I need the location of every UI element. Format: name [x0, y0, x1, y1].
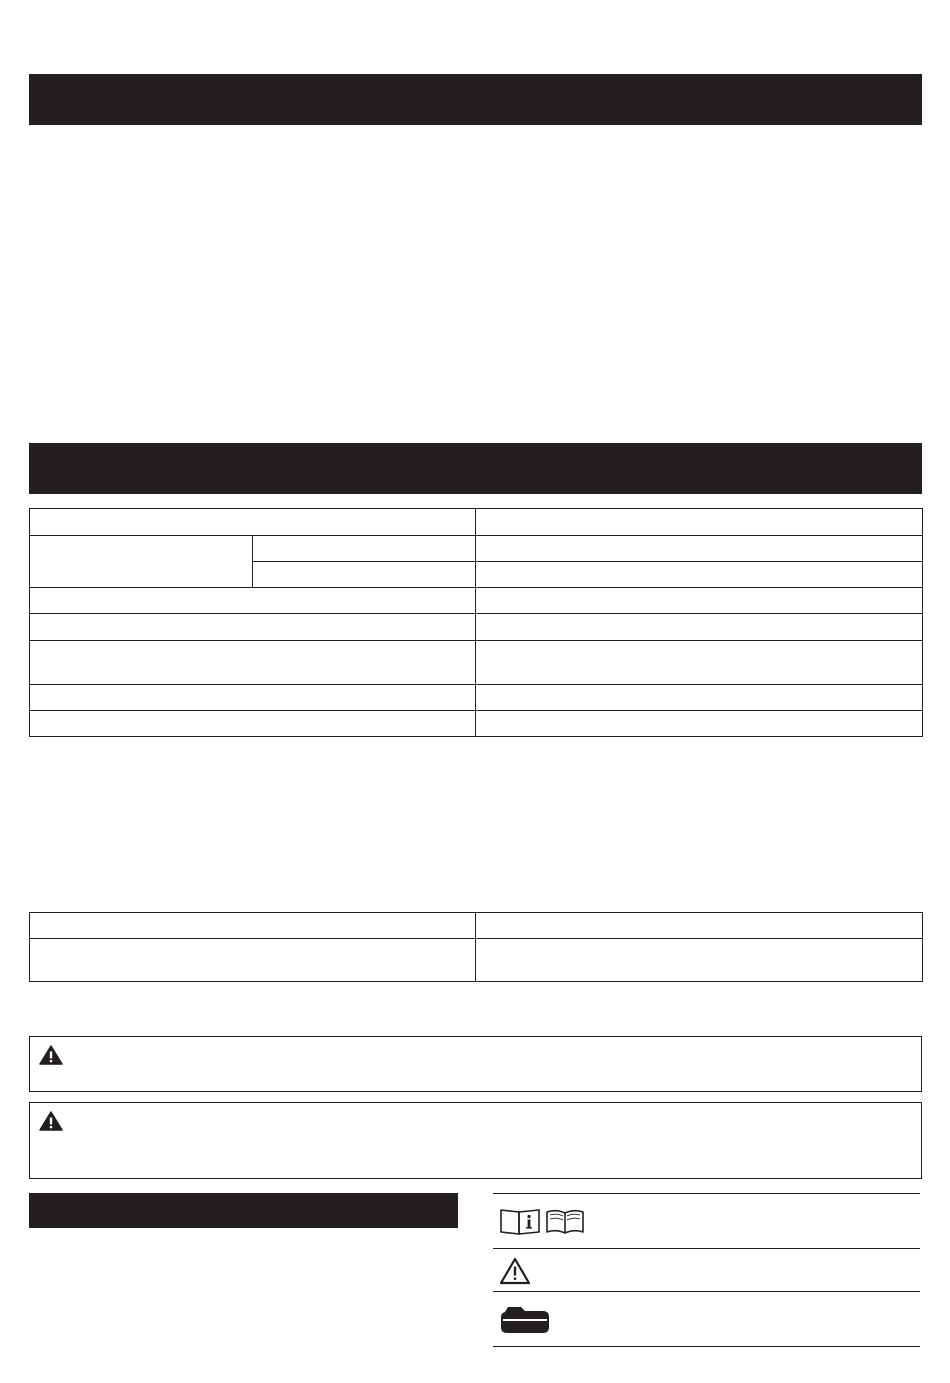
table-cell-label	[30, 641, 476, 685]
read-manual-icon	[499, 1206, 589, 1236]
table-cell-label	[30, 685, 476, 711]
warning-triangle-outline-icon	[499, 1257, 531, 1285]
table-cell-value	[476, 588, 923, 614]
table-row	[30, 536, 923, 562]
list-item	[493, 1248, 920, 1291]
section-header-title-2	[29, 443, 922, 471]
table-cell-sublabel	[253, 562, 476, 588]
battery-pack-icon	[499, 1304, 551, 1334]
table-cell-value	[476, 685, 923, 711]
table-cell-value	[476, 939, 923, 982]
table-row	[30, 711, 923, 737]
table-cell-label	[30, 913, 476, 939]
table-cell-label	[30, 509, 476, 536]
table-row	[30, 614, 923, 641]
symbols-section-header	[29, 1193, 458, 1228]
table-cell-value	[476, 711, 923, 737]
section-header-bar-1	[29, 74, 922, 125]
secondary-table	[29, 912, 923, 982]
warning-box-1	[29, 1036, 922, 1092]
warning-triangle-filled-icon	[39, 1045, 63, 1065]
table-cell-value	[476, 536, 923, 562]
table-cell-value	[476, 614, 923, 641]
specifications-table	[29, 508, 923, 737]
table-row	[30, 588, 923, 614]
warning-box-2	[29, 1102, 922, 1179]
table-cell-value	[476, 641, 923, 685]
section-header-title-1	[29, 74, 922, 102]
table-row	[30, 913, 923, 939]
table-row	[30, 939, 923, 982]
table-row	[30, 641, 923, 685]
table-cell-label	[30, 711, 476, 737]
symbols-section-title	[29, 1193, 458, 1211]
list-item	[493, 1291, 920, 1347]
table-cell-value	[476, 509, 923, 536]
table-cell-label	[30, 588, 476, 614]
table-row	[30, 509, 923, 536]
section-header-bar-2	[29, 443, 922, 494]
table-cell-label	[30, 536, 253, 588]
symbols-list	[493, 1193, 920, 1347]
table-cell-label	[30, 614, 476, 641]
table-cell-label	[30, 939, 476, 982]
table-row	[30, 685, 923, 711]
table-cell-sublabel	[253, 536, 476, 562]
warning-triangle-filled-icon	[39, 1111, 63, 1131]
list-item	[493, 1193, 920, 1248]
table-cell-value	[476, 913, 923, 939]
table-cell-value	[476, 562, 923, 588]
